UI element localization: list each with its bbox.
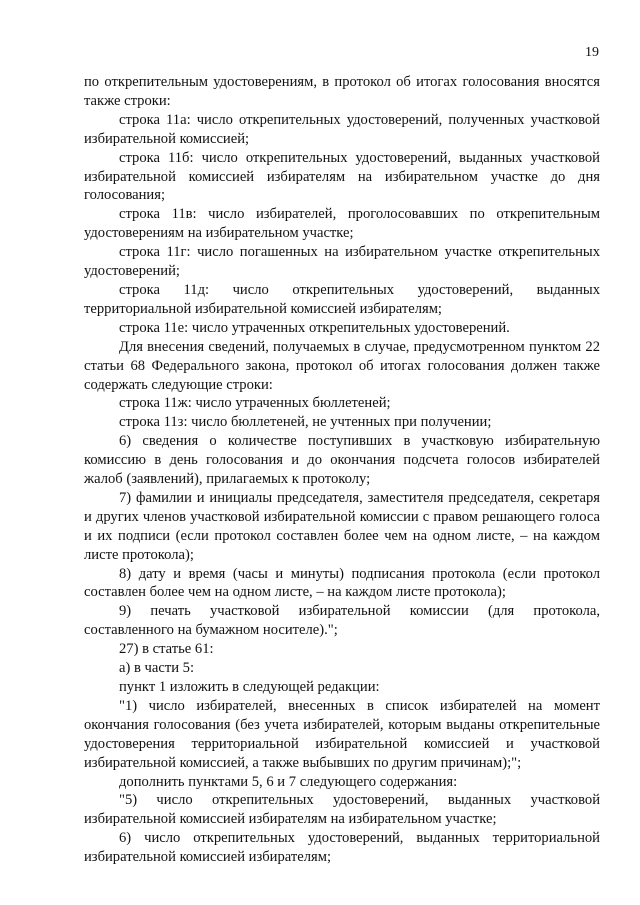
paragraph: 8) дату и время (часы и минуты) подписания протокола (если протокол составлен более чем на одном листе, – на каждом листе протокола); <box>84 565 600 601</box>
paragraph: "5) число открепительных удостоверений, выданных участковой избирательной комиссией избирателям на избирательном участке; <box>84 792 600 828</box>
paragraph: 27) в статье 61: <box>119 641 214 658</box>
paragraph: Для внесения сведений, получаемых в случае, предусмотренном пунктом 22 статьи 68 Федерального закона, протокол об итогах голосования должен также содержать следующие строки: <box>84 338 600 393</box>
paragraph: строка 11а: число открепительных удостоверений, полученных участковой избирательной комиссией; <box>84 111 600 147</box>
paragraph: строка 11ж: число утраченных бюллетеней; <box>119 395 391 412</box>
paragraph: строка 11в: число избирателей, проголосовавших по открепительным удостоверениям на избирательном участке; <box>84 206 600 242</box>
paragraph: 9) печать участковой избирательной комиссии (для протокола, составленного на бумажном носителе)."; <box>84 603 600 639</box>
paragraph: 6) сведения о количестве поступивших в участковую избирательную комиссию в день голосования и до окончания подсчета голосов избирателей жалоб (заявлений), прилагаемых к протоколу; <box>84 433 600 488</box>
paragraph: 6) число открепительных удостоверений, выданных территориальной избирательной комиссией избирателям; <box>84 830 600 866</box>
paragraph: дополнить пунктами 5, 6 и 7 следующего содержания: <box>119 773 458 790</box>
paragraph: 7) фамилии и инициалы председателя, заместителя председателя, секретаря и других членов участковой избирательной комиссии с правом решающего голоса и их подписи (если протокол составлен более чем на одном листе, – на каждом листе протокола); <box>84 489 600 563</box>
paragraph: строка 11г: число погашенных на избирательном участке открепительных удостоверений; <box>84 244 600 280</box>
paragraph: строка 11е: число утраченных открепительных удостоверений. <box>119 319 510 336</box>
page-number: 19 <box>585 45 599 60</box>
paragraph: строка 11б: число открепительных удостоверений, выданных участковой избирательной комиссией избирателям на избирательном участке до дня голосования; <box>84 149 600 204</box>
paragraph: "1) число избирателей, внесенных в список избирателей на момент окончания голосования (без учета избирателей, которым выданы открепительные удостоверения территориальной избирательной комиссией и участковой избирательной комиссией, а также выбывших по другим причинам);"; <box>84 697 600 771</box>
document-body <box>84 73 600 867</box>
paragraph: а) в части 5: <box>119 660 195 677</box>
paragraph: строка 11з: число бюллетеней, не учтенных при получении; <box>119 414 492 431</box>
paragraph: по открепительным удостоверениям, в протокол об итогах голосования вносятся также строки: <box>84 74 600 109</box>
paragraph: строка 11д: число открепительных удостоверений, выданных территориальной избирательной комиссией избирателям; <box>84 281 600 317</box>
paragraph: пункт 1 изложить в следующей редакции: <box>119 679 380 695</box>
